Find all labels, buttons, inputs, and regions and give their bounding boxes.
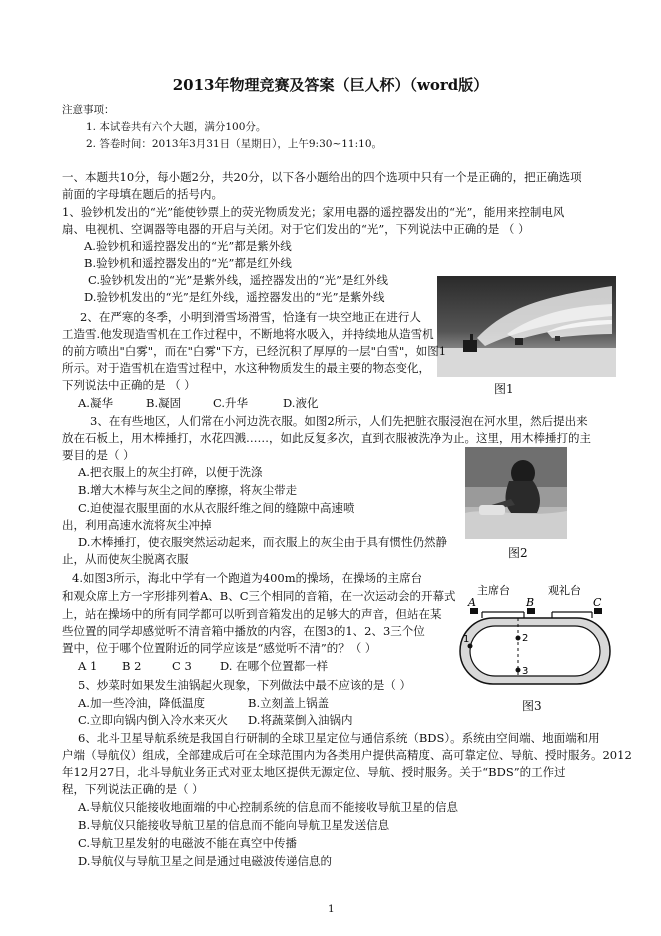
page-title: 2013年物理竞赛及答案（巨人杯）（word版） [172,76,489,94]
question-6-stem: 户端（导航仪）组成，全部建成后可在全球范围内为各类用户提供高精度、高可靠定位、导航、授时服务。2012 [62,748,632,762]
question-2-stem: 的前方喷出"白雾"，而在"白雾"下方，已经沉积了厚厚的一层"白雪"，如图1 [62,344,447,358]
question-2-stem: 2、在严寒的冬季，小明到滑雪场滑雪，恰逢有一块空地正在进行人 [80,310,421,324]
question-4-stem: 和观众席上方一字形排列着A、B、C三个相同的音箱，在一次运动会的开幕式 [62,589,456,603]
question-6-stem: 年12月27日，北斗导航业务正式对亚太地区提供无源定位、导航、授时服务。关于“BDS”的工作过 [62,765,566,779]
page-number: 1 [328,903,335,915]
figure-3-stadium-diagram [452,576,622,694]
figure-3-caption: 图3 [522,699,542,713]
question-5-stem: 5、炒菜时如果发生油锅起火现象，下列做法中最不应该的是（ ） [78,678,411,692]
figure-1-caption: 图1 [494,382,514,396]
figure-3-position-3: 3 [522,666,529,677]
question-6-option-d: D.导航仪与导航卫星之间是通过电磁波传递信息的 [78,854,332,868]
question-6-option-a: A.导航仪只能接收地面端的中心控制系统的信息而不能接收导航卫星的信息 [78,800,458,814]
question-3-stem: 3、在有些地区，人们常在小河边洗衣服。如图2所示，人们先把脏衣服浸泡在河水里，然后提出来 [90,414,588,428]
question-3-option-c-cont: 出，利用高速水流将灰尘冲掉 [62,518,212,532]
question-3-option-d: D.木棒捶打，使衣服突然运动起来，而衣服上的灰尘由于具有惯性仍然静 [78,535,447,549]
question-6-option-b: B.导航仪只能接收导航卫星的信息而不能向导航卫星发送信息 [78,818,390,832]
question-2-option-c: C.升华 [213,396,249,410]
question-1-option-c: C.验钞机发出的“光”是紫外线，遥控器发出的“光”是红外线 [88,273,389,287]
question-2-option-b: B.凝固 [146,396,182,410]
question-4-stem: 些位置的同学却感觉听不清音箱中播放的内容，在图3的1、2、3三个位 [62,624,425,638]
figure-1-snowmaking-photo [437,276,616,377]
question-2-stem: 下列说法中正确的是 （ ） [62,378,196,392]
section-intro-line: 一、本题共10分，每小题2分，共20分，以下各小题给出的四个选项中只有一个是正确的，把正确选项 [62,170,582,184]
figure-3-speaker-c: C [593,596,602,609]
question-3-stem: 放在石板上，用木棒捶打，水花四溅……，如此反复多次，直到衣服被洗净为止。这里，用木棒捶打的主 [62,431,591,445]
question-1-option-b: B.验钞机和遥控器发出的“光”都是红外线 [84,256,292,270]
question-5-option-a: A.加一些冷油，降低温度 [78,696,205,710]
question-3-option-b: B.增大木棒与灰尘之间的摩擦，将灰尘带走 [78,483,298,497]
question-2-option-a: A.凝华 [78,396,113,410]
figure-3-position-2: 2 [522,633,529,644]
figure-3-stand-label: 主席台 [477,584,510,597]
question-1-stem: 1、验钞机发出的“光”能使钞票上的荧光物质发光；家用电器的遥控器发出的“光”，能用来控制电风 [62,205,565,219]
question-4-option-a: A 1 [78,659,98,673]
figure-2-caption: 图2 [508,546,528,560]
question-5-option-d: D.将蔬菜倒入油锅内 [248,713,353,727]
question-4-stem: 4.如图3所示，海北中学有一个跑道为400m的操场，在操场的主席台 [72,571,423,585]
question-3-stem: 要目的是（ ） [62,448,135,462]
question-1-option-a: A.验钞机和遥控器发出的“光”都是紫外线 [84,239,292,253]
question-3-option-d-cont: 止，从而使灰尘脱离衣服 [62,552,189,566]
question-3-option-a: A.把衣服上的灰尘打碎，以便于洗涤 [78,465,263,479]
question-4-option-c: C 3 [172,659,192,673]
notice-item: 2. 答卷时间：2013年3月31日（星期日），上午9:30~11:10。 [86,138,383,150]
question-2-stem: 所示。对于造雪机在造雪过程中，水这种物质发生的最主要的物态变化， [62,361,430,375]
question-6-stem: 程，下列说法正确的是（ ） [62,782,204,796]
question-2-stem: 工造雪.他发现造雪机在工作过程中，不断地将水吸入，并持续地从造雪机 [62,327,434,341]
question-4-option-b: B 2 [122,659,142,673]
question-4-stem: 置中，位于哪个位置附近的同学应该是“感觉听不清”的？（ ） [62,641,377,655]
figure-3-speaker-a: A [468,596,476,609]
section-intro-line: 前面的字母填在题后的括号内。 [62,187,223,201]
question-3-option-c: C.迫使湿衣服里面的水从衣服纤维之间的缝隙中高速喷 [78,501,355,515]
question-6-stem: 6、北斗卫星导航系统是我国自行研制的全球卫星定位与通信系统（BDS）。系统由空间端、地面端和用 [78,731,600,745]
question-5-option-b: B.立刻盖上锅盖 [248,696,330,710]
question-1-stem: 扇、电视机、空调器等电器的开启与关闭。对于它们发出的“光”，下列说法中正确的是 （ ） [62,222,530,236]
figure-3-review-label: 观礼台 [548,584,581,597]
figure-2-washing-photo [465,447,567,539]
question-5-option-c: C.立即向锅内倒入冷水来灭火 [78,713,229,727]
question-4-stem: 上，站在操场中的所有同学都可以听到音箱发出的足够大的声音，但站在某 [62,607,442,621]
question-4-option-d: D. 在哪个位置都一样 [220,659,329,673]
notice-item: 1. 本试卷共有六个大题，满分100分。 [86,121,267,133]
question-2-option-d: D.液化 [283,396,319,410]
question-1-option-d: D.验钞机发出的“光”是红外线，遥控器发出的“光”是紫外线 [84,290,385,304]
notice-heading: 注意事项： [62,104,115,116]
question-6-option-c: C.导航卫星发射的电磁波不能在真空中传播 [78,836,298,850]
figure-3-speaker-b: B [526,596,535,609]
figure-3-position-1: 1 [463,634,470,645]
